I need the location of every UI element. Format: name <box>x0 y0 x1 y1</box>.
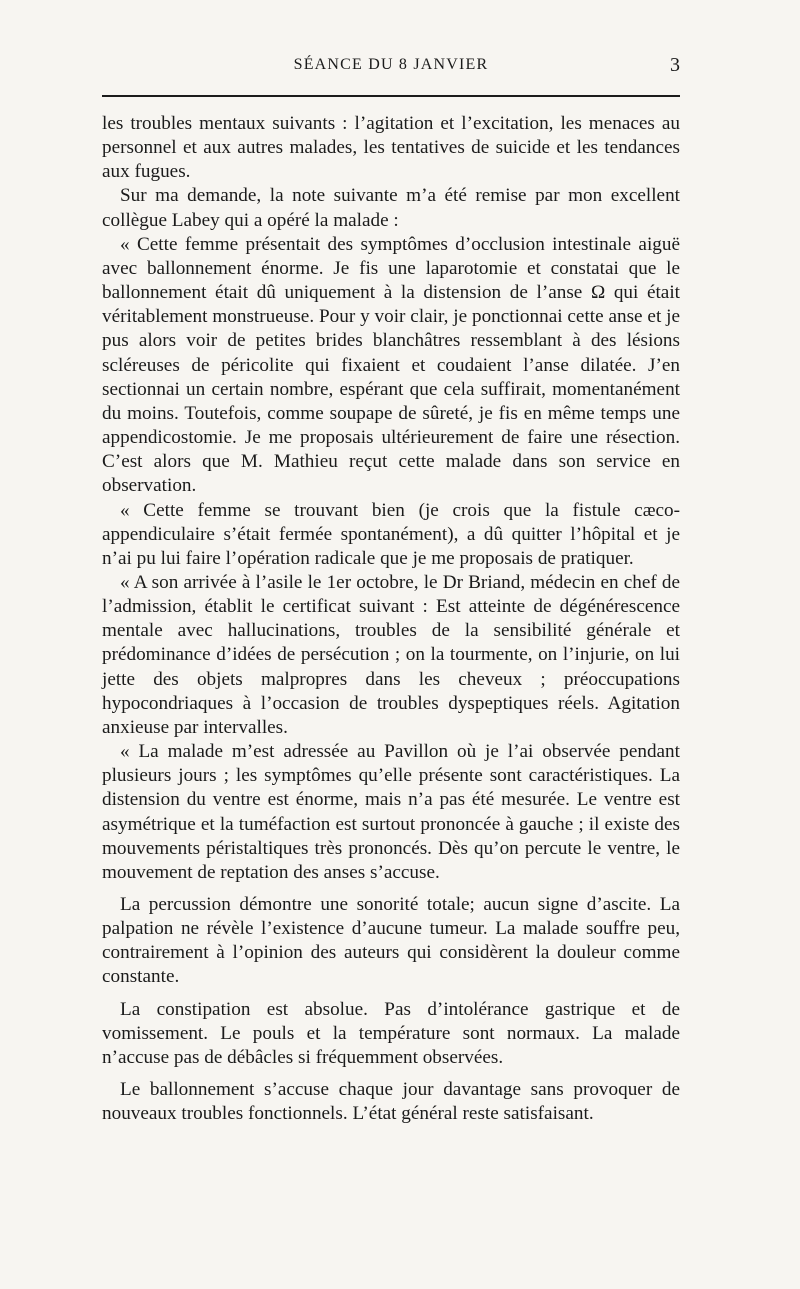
running-title: SÉANCE DU 8 JANVIER <box>293 56 489 73</box>
running-header <box>102 56 680 80</box>
paragraph: « La malade m’est adressée au Pavillon où je l’ai observée pendant plusieurs jours ; les symptômes qu’elle présente sont caractéristiques. La distension du ventre est énorme, mais n’a pas été mesurée. Le ventre est asymétrique et la tuméfaction est surtout prononcée à gauche ; il existe des mouvements péristaltiques très prononcés. Dès qu’on percute le ventre, le mouvement de reptation des anses s’accuse. <box>102 741 680 883</box>
paragraph: Sur ma demande, la note suivante m’a été remise par mon excellent collègue Labey qui a opéré la malade : <box>102 185 680 231</box>
page-number: 3 <box>670 54 680 76</box>
body-text <box>102 112 680 1126</box>
paragraph: les troubles mentaux suivants : l’agitation et l’excitation, les menaces au personnel et aux autres malades, les tentatives de suicide et les tendances aux fugues. <box>102 113 680 183</box>
paragraph: Le ballonnement s’accuse chaque jour davantage sans provoquer de nouveaux troubles fonctionnels. L’état général reste satisfaisant. <box>102 1079 680 1125</box>
paragraph: « A son arrivée à l’asile le 1er octobre, le Dr Briand, médecin en chef de l’admission, établit le certificat suivant : Est atteinte de dégénérescence mentale avec hallucinations, troubles de la sensibilité générale et prédominance d’idées de persécution ; on la tourmente, on l’injurie, on lui jette des objets malpropres dans les cheveux ; préoccupations hypocondriaques à l’occasion de troubles dyspeptiques réels. Agitation anxieuse par intervalles. <box>102 571 680 738</box>
paragraph: « Cette femme se trouvant bien (je crois que la fistule cæco-appendiculaire s’était fermée spontanément), a dû quitter l’hôpital et je n’ai pu lui faire l’opération radicale que je me proposais de pratiquer. <box>102 499 680 569</box>
paragraph: La constipation est absolue. Pas d’intolérance gastrique et de vomissement. Le pouls et la température sont normaux. La malade n’accuse pas de débâcles si fréquemment observées. <box>102 998 680 1068</box>
paragraph: La percussion démontre une sonorité totale; aucun signe d’ascite. La palpation ne révèle l’existence d’aucune tumeur. La malade souffre peu, contrairement à l’opinion des auteurs qui considèrent la douleur comme constante. <box>102 894 680 988</box>
header-rule <box>102 95 680 97</box>
paragraph: « Cette femme présentait des symptômes d’occlusion intestinale aiguë avec ballonnement énorme. Je fis une laparotomie et constatai que le ballonnement était dû uniquement à la distension de l’anse Ω qui était véritablement monstrueuse. Pour y voir clair, je ponctionnai cette anse et je pus alors voir de petites brides blanchâtres ressemblant à des lésions scléreuses de péricolite qui fixaient et coudaient l’anse dilatée. J’en sectionnai un certain nombre, espérant que cela suffirait, momentanément du moins. Toutefois, comme soupape de sûreté, je fis en même temps une appendicostomie. Je me proposais ultérieurement de faire une résection. C’est alors que M. Mathieu reçut cette malade dans son service en observation. <box>102 233 680 497</box>
